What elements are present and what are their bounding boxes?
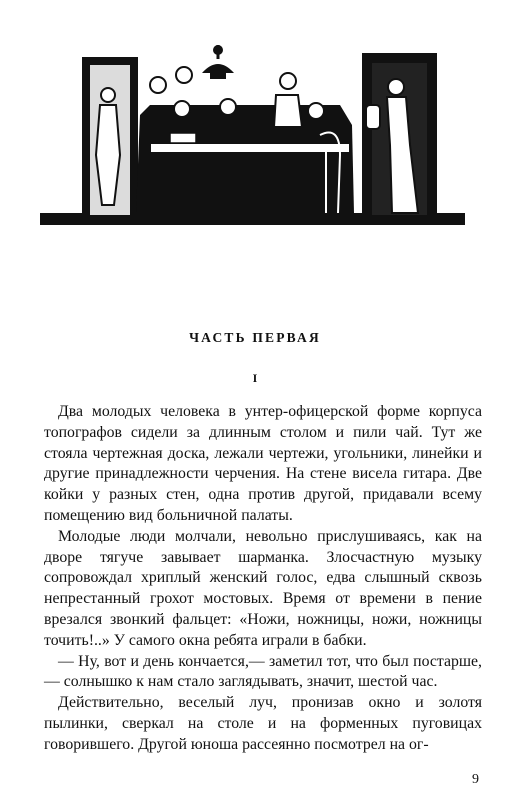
paragraph: Два молодых человека в унтер-офицерской форме корпуса топографов сидели за длинным столом и пили чай. Тут же стояла чертежная доска, лежали чертежи, угольники, линейки и другие принадлежности черчения. На стене висела гитара. Две койки у разных стен, одна против другой, придавали всему помещению вид больничной палаты. <box>44 403 482 524</box>
engraving-icon <box>40 45 465 245</box>
part-heading: ЧАСТЬ ПЕРВАЯ <box>189 330 321 345</box>
paragraph: Действительно, веселый луч, пронизав окно и золотя пылинки, сверкал на столе и на форменных пуговицах говорившего. Другой юноша рассеянно посмотрел на ог- <box>44 694 482 753</box>
engraving-illustration <box>40 45 465 245</box>
page-number: 9 <box>472 772 479 787</box>
body-text <box>44 402 482 756</box>
chapter-number: I <box>252 371 258 385</box>
paragraph: Молодые люди молчали, невольно прислушиваясь, как на дворе тягуче завывает шарманка. Злосчастную музыку сопровождал хриплый женский голос, едва слышный сквозь непрестанный грохот мостовых. Время от времени в пение врезался звонкий фальцет: «Ножи, ножницы, ножи, ножницы точить!..» У самого окна ребята играли в бабки. <box>44 527 482 649</box>
paragraph: — Ну, вот и день кончается,— заметил тот, что был постарше,— солнышко к нам стало заглядывать, значит, шестой час. <box>44 652 482 691</box>
